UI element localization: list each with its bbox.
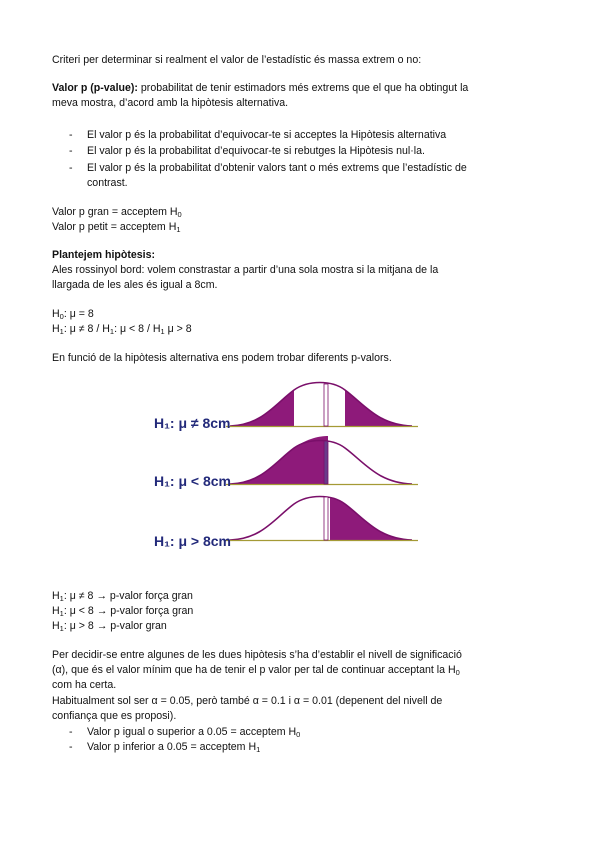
bullet-dash: -: [69, 726, 73, 738]
tail-region: [230, 390, 294, 426]
intro-text: Criteri per determinar si realment el valor de l’estadístic és massa extrem o no:: [52, 54, 422, 66]
bullet-item-cont: contrast.: [87, 177, 128, 189]
h0-statement: $H_0$: μ = 8: [52, 308, 94, 321]
hyp-text: Ales rossinyol bord: volem constrastar a partir d’una sola mostra si la mitjana de la: [52, 264, 439, 276]
hyp-text-cont: llargada de les ales és igual a 8cm.: [52, 279, 218, 291]
bullet-item: El valor p és la probabilitat d’equivocar-te si acceptes la Hipòtesis alternativa: [87, 129, 447, 141]
curve-right-tailed: [154, 497, 418, 550]
bell-curve-outline: [230, 497, 412, 541]
bullet-item: Valor p inferior a 0.05 = acceptem $H_1$: [87, 741, 261, 754]
rule-small-p: Valor p petit = acceptem $H_1$: [52, 221, 181, 234]
decide-text: Per decidir-se entre algunes de les dues hipòtesis s’ha d’establir el nivell de significació: [52, 649, 462, 661]
bullet-dash: -: [69, 741, 73, 753]
result-line: $H_1$: μ ≠ 8 → p-valor força gran: [52, 590, 193, 603]
decide-text: com ha certa.: [52, 679, 117, 691]
pvalue-definition-cont: meva mostra, d’acord amb la hipòtesis alternativa.: [52, 97, 289, 109]
bullet-item: El valor p és la probabilitat d’equivocar-te si rebutges la Hipòtesis nul·la.: [87, 145, 425, 157]
pvalue-curves-figure: [150, 378, 420, 550]
curve-two-tailed: [154, 383, 418, 432]
bullet-dash: -: [69, 145, 73, 157]
bullet-item: Valor p igual o superior a 0.05 = acceptem $H_0$: [87, 726, 301, 739]
tail-region: [345, 390, 412, 426]
result-line: $H_1$: μ > 8 → p-valor gran: [52, 620, 167, 633]
observed-value-marker: [324, 384, 328, 426]
decide-text: Habitualment sol ser α = 0.05, però també α = 0.1 i α = 0.01 (depenent del nivell de: [52, 695, 443, 707]
decide-text: confiança que es proposi).: [52, 710, 177, 722]
funcio-text: En funció de la hipòtesis alternativa ens podem trobar diferents p-valors.: [52, 352, 392, 364]
bullet-dash: -: [69, 162, 73, 174]
h1-statement: $H_1$: $\mu \ne 8 / H_1$: $\mu < 8 / H_1$ μ > 8: [52, 323, 192, 336]
bullet-dash: -: [69, 129, 73, 141]
curve-label: H₁: μ < 8cm: [154, 473, 231, 489]
bullet-item: El valor p és la probabilitat d’obtenir valors tant o més extrems que l’estadístic de: [87, 162, 467, 174]
curve-label: H₁: μ > 8cm: [154, 533, 231, 549]
decide-text: (α), que és el valor mínim que ha de tenir el p valor per tal de continuar acceptant la $H_0$: [52, 664, 460, 677]
section-heading: Plantejem hipòtesis:: [52, 249, 156, 261]
result-line: $H_1$: μ < 8 → p-valor força gran: [52, 605, 194, 618]
curve-label: H₁: μ ≠ 8cm: [154, 415, 231, 431]
bell-curve-outline: [230, 383, 412, 427]
observed-value-marker: [324, 441, 328, 484]
tail-region: [330, 498, 412, 540]
rule-big-p: Valor p gran = acceptem $H_0$: [52, 206, 182, 219]
pvalue-term: Valor p (p-value):: [52, 82, 138, 94]
pvalue-definition: Valor p (p-value): probabilitat de tenir estimadors més extrems que el que ha obtingut la: [52, 82, 469, 94]
observed-value-marker: [324, 497, 328, 540]
curve-left-tailed: [154, 436, 418, 489]
